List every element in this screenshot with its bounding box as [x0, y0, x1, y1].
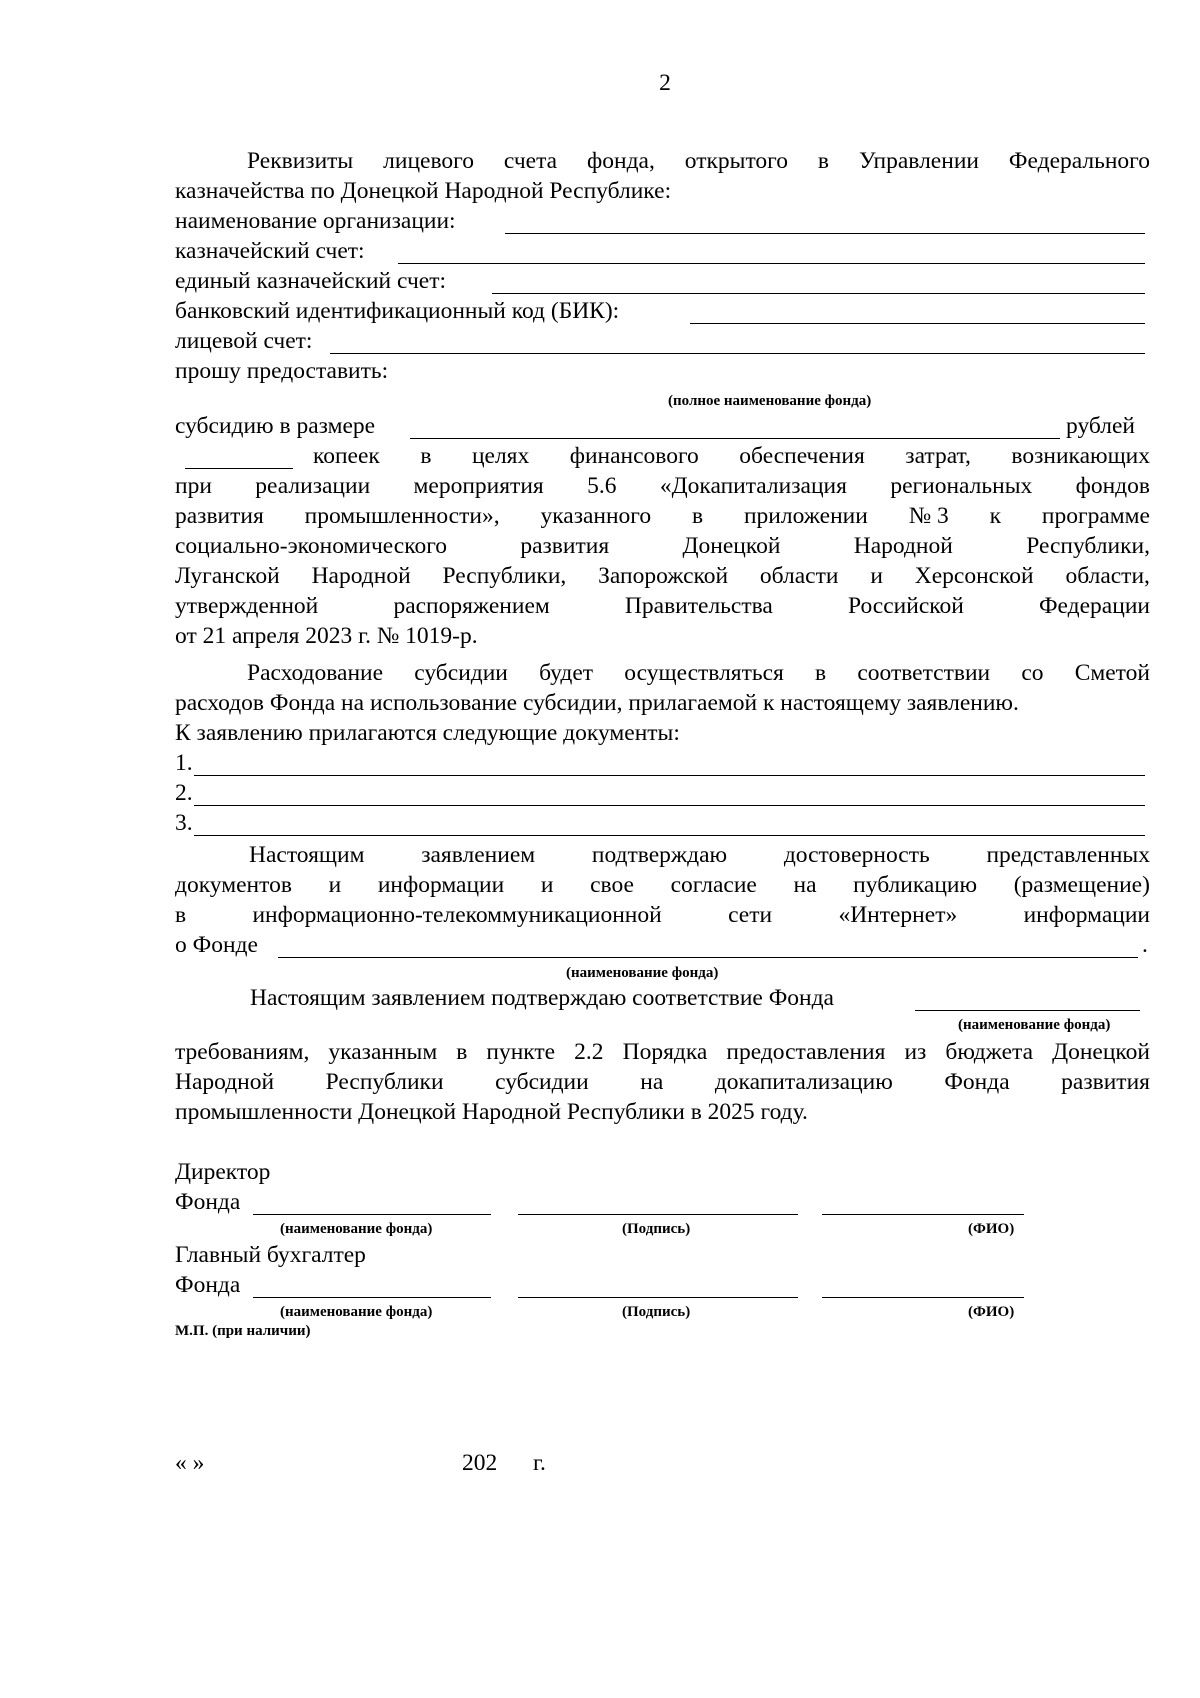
word: фонда, [587, 148, 655, 174]
word: Настоящим [249, 842, 365, 868]
word: Федерации [1038, 593, 1150, 619]
word: Херсонской [914, 563, 1034, 589]
confirm2-fund-name-field[interactable] [915, 1010, 1140, 1011]
confirm1-line-3 [175, 900, 1150, 930]
word: пункте [486, 1039, 556, 1065]
word: 2.2 [574, 1039, 604, 1065]
word: осуществляться [624, 660, 784, 686]
word: со [1021, 660, 1044, 686]
word: Донецкой [1052, 1039, 1150, 1065]
word: развития [520, 533, 610, 559]
word: Расходование [247, 660, 384, 686]
word: информационно-телекоммуникационной [252, 902, 662, 928]
word: согласие [670, 872, 757, 898]
accountant-signature-caption: (Подпись) [622, 1304, 691, 1320]
date-suffix: г. [533, 1450, 546, 1476]
request-label: прошу предоставить: [175, 358, 389, 384]
confirm1-end-dot: . [1142, 932, 1148, 958]
word: заявлением [421, 842, 536, 868]
word: в [456, 1039, 468, 1065]
org-name-field[interactable] [505, 233, 1145, 234]
word: промышленности», [304, 503, 500, 529]
requisites-line-2: казначейства по Донецкой Народной Республике: [175, 178, 672, 204]
single-treasury-account-field[interactable] [492, 293, 1145, 294]
confirm1-fund-name-field[interactable] [278, 957, 1138, 958]
word: № 3 [908, 503, 949, 529]
word: (размещение) [1013, 872, 1150, 898]
accountant-fio-field[interactable] [822, 1297, 1024, 1298]
word: Республики, [1026, 533, 1150, 559]
word: распоряжением [393, 593, 550, 619]
word: бюджета [945, 1039, 1034, 1065]
word: «Докапитализация [659, 473, 847, 499]
word: информации [1023, 902, 1150, 928]
word: и [328, 872, 342, 898]
personal-account-label: лицевой счет: [175, 328, 313, 354]
word: субсидии [495, 1069, 589, 1095]
word: предоставления [726, 1039, 886, 1065]
word: утвержденной [175, 593, 319, 619]
single-treasury-account-label: единый казначейский счет: [175, 268, 447, 294]
word: области, [1065, 563, 1150, 589]
director-signature-caption: (Подпись) [622, 1221, 691, 1237]
confirm2-line-1: Настоящим заявлением подтверждаю соответствие Фонда [250, 985, 834, 1011]
word: сети [728, 902, 773, 928]
page-number: 2 [659, 70, 671, 96]
attachment-field-1[interactable] [194, 775, 1145, 776]
director-fund-label: Фонда [175, 1189, 241, 1215]
confirm2-line-2 [175, 1037, 1150, 1067]
word: мероприятия [413, 473, 544, 499]
director-fio-field[interactable] [822, 1214, 1024, 1215]
word: «Интернет» [838, 902, 958, 928]
word: целях [471, 443, 530, 469]
word: на [793, 872, 817, 898]
word: указанным [328, 1039, 438, 1065]
word: достоверность [783, 842, 930, 868]
request-line-g: от 21 апреля 2023 г. № 1019-р. [175, 623, 478, 649]
word: публикацию [853, 872, 978, 898]
word: программе [1041, 503, 1150, 529]
attachment-field-3[interactable] [194, 835, 1145, 836]
fund-full-name-caption: (полное наименование фонда) [668, 393, 872, 409]
spending-line-1 [175, 658, 1150, 688]
word: Народной [175, 1069, 275, 1095]
word: указанного [540, 503, 652, 529]
request-line-c [175, 501, 1150, 531]
rubles-label: рублей [1066, 413, 1135, 439]
word: счета [503, 148, 558, 174]
word: лицевого [383, 148, 474, 174]
word: обеспечения [739, 443, 865, 469]
accountant-fio-caption: (ФИО) [968, 1304, 1015, 1320]
bik-field[interactable] [690, 323, 1145, 324]
attachment-field-2[interactable] [194, 805, 1145, 806]
word: соответствии [857, 660, 991, 686]
word: области [759, 563, 839, 589]
confirm1-line-1 [175, 840, 1150, 870]
word: субсидии [414, 660, 508, 686]
requisites-line-1 [175, 146, 1150, 176]
word: Реквизиты [247, 148, 354, 174]
attachment-number-1: 1. [175, 750, 193, 776]
word: региональных [890, 473, 1033, 499]
word: будет [539, 660, 594, 686]
request-line-d [175, 531, 1150, 561]
word: документов [175, 872, 292, 898]
confirm1-caption: (наименование фонда) [566, 965, 719, 981]
accountant-fund-name-caption: (наименование фонда) [280, 1304, 433, 1320]
confirm2-line-3 [175, 1067, 1150, 1097]
word: копеек [313, 443, 380, 469]
director-signature-field[interactable] [518, 1214, 798, 1215]
word: подтверждаю [591, 842, 728, 868]
treasury-account-label: казначейский счет: [175, 238, 365, 264]
word: Народной [311, 563, 411, 589]
request-line-f [175, 591, 1150, 621]
accountant-signature-field[interactable] [518, 1297, 798, 1298]
word: Правительства [624, 593, 773, 619]
director-label: Директор [175, 1159, 271, 1185]
word: финансового [569, 443, 699, 469]
word: Российской [847, 593, 964, 619]
date-year: 202 [462, 1450, 498, 1476]
word: в [175, 902, 187, 928]
chief-accountant-label: Главный бухгалтер [175, 1242, 366, 1268]
word: Народной [853, 533, 953, 559]
confirm2-caption: (наименование фонда) [958, 1017, 1111, 1033]
word: в [815, 660, 827, 686]
word: к [989, 503, 1002, 529]
spending-line-2: расходов Фонда на использование субсидии, прилагаемой к настоящему заявлению. [175, 690, 1019, 716]
personal-account-field[interactable] [330, 353, 1145, 354]
director-fio-caption: (ФИО) [968, 1221, 1015, 1237]
subsidy-amount-label: субсидию в размере [175, 413, 376, 439]
subsidy-amount-field[interactable] [410, 438, 1060, 439]
word: Республики, [442, 563, 567, 589]
word: Управлении [858, 148, 979, 174]
word: информации [377, 872, 505, 898]
director-fund-name-field[interactable] [253, 1214, 491, 1215]
word: требованиям, [175, 1039, 310, 1065]
attachment-number-2: 2. [175, 780, 193, 806]
word: открытого [684, 148, 788, 174]
request-line-kopecks [175, 441, 1150, 471]
word: Порядка [622, 1039, 708, 1065]
date-quotes: « » [175, 1450, 205, 1476]
request-line-b [175, 471, 1150, 501]
word: фондов [1075, 473, 1150, 499]
request-line-e [175, 561, 1150, 591]
word: развития [175, 503, 264, 529]
word: развития [1061, 1069, 1150, 1095]
confirm1-line-4: о Фонде [175, 932, 258, 958]
confirm1-line-2 [175, 870, 1150, 900]
word: представленных [986, 842, 1150, 868]
word: в [691, 503, 704, 529]
word: затрат, [905, 443, 971, 469]
word: Луганской [175, 563, 280, 589]
director-fund-name-caption: (наименование фонда) [280, 1221, 433, 1237]
bik-label: банковский идентификационный код (БИК): [175, 298, 620, 324]
confirm2-line-4: промышленности Донецкой Народной Республики в 2025 году. [175, 1099, 808, 1125]
word: при [175, 473, 212, 499]
word: и [540, 872, 554, 898]
word: 5.6 [587, 473, 617, 499]
org-name-label: наименование организации: [175, 208, 456, 234]
word: социально-экономического [175, 533, 447, 559]
word: реализации [255, 473, 371, 499]
word: Сметой [1074, 660, 1150, 686]
accountant-fund-name-field[interactable] [253, 1297, 491, 1298]
word: Донецкой [682, 533, 781, 559]
word: на [640, 1069, 664, 1095]
word: Федерального [1008, 148, 1150, 174]
word: свое [590, 872, 634, 898]
word: в [420, 443, 432, 469]
word: в [817, 148, 830, 174]
word: приложении [743, 503, 868, 529]
attachment-number-3: 3. [175, 810, 193, 836]
attachments-label: К заявлению прилагаются следующие документы: [175, 720, 680, 746]
word: из [904, 1039, 927, 1065]
word: Фонда [944, 1069, 1010, 1095]
word: Запорожской [598, 563, 729, 589]
word: докапитализацию [714, 1069, 893, 1095]
accountant-fund-label: Фонда [175, 1272, 241, 1298]
word: и [870, 563, 883, 589]
word: Республики [325, 1069, 444, 1095]
stamp-label: М.П. (при наличии) [175, 1323, 311, 1339]
treasury-account-field[interactable] [398, 263, 1145, 264]
word: возникающих [1011, 443, 1150, 469]
